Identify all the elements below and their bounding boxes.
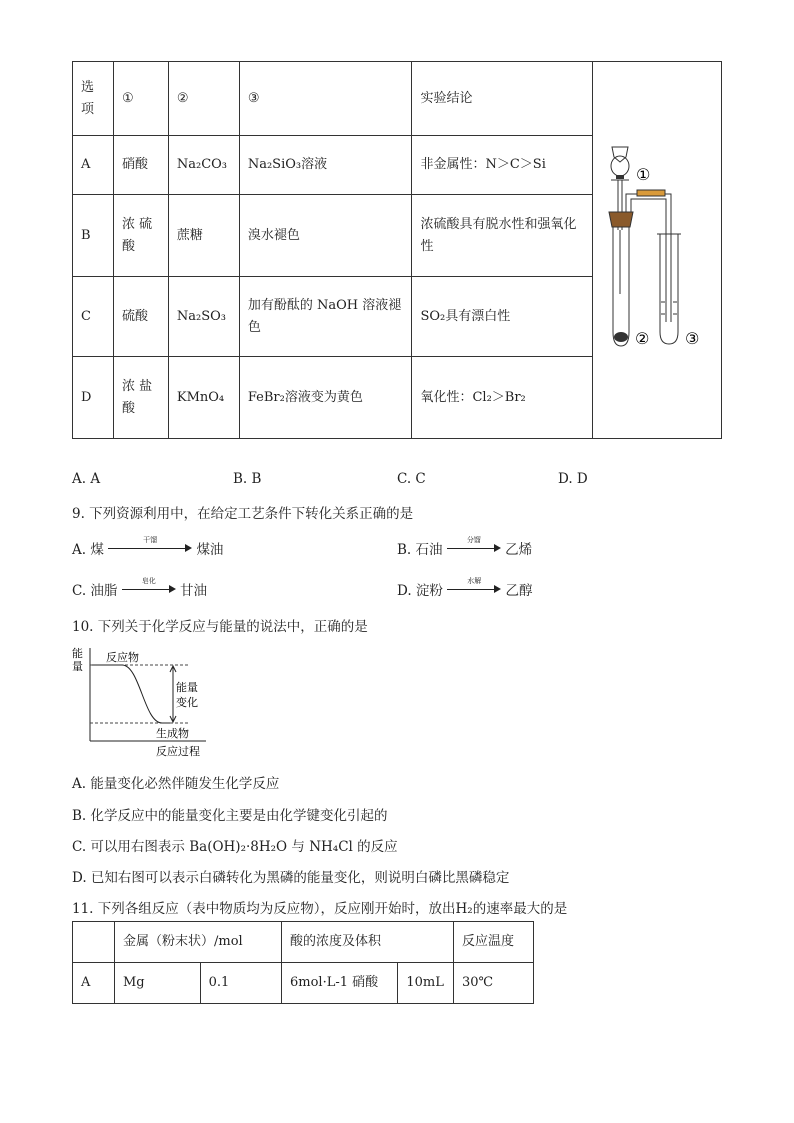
- header-metal: 金属（粉末状）/mol: [115, 922, 282, 963]
- option-start: B. 石油: [397, 542, 443, 558]
- q8-option-b: B. B: [233, 471, 262, 487]
- option-start: A. 煤: [72, 542, 104, 558]
- q10-option-d: D. 已知右图可以表示白磷转化为黑磷的能量变化，则说明白磷比黑磷稳定: [72, 870, 510, 886]
- q9-option-c: [72, 579, 207, 599]
- header-2: ②: [168, 62, 239, 136]
- option-product: 煤油: [196, 542, 224, 558]
- reaction-table: [72, 921, 534, 1004]
- label-2: ②: [634, 329, 650, 348]
- change-label-1: 能量: [176, 681, 198, 694]
- arrow-condition: 水解: [467, 577, 482, 585]
- cell-reagent-3: 溴水褪色: [239, 195, 412, 277]
- cell-conclusion: 浓硫酸具有脱水性和强氧化性: [412, 195, 593, 277]
- apparatus-cell: [592, 62, 721, 439]
- reactant-label: 反应物: [106, 651, 139, 664]
- cell-amount: 0.1: [200, 963, 281, 1004]
- header-1: ①: [113, 62, 168, 136]
- q8-option-c: C. C: [397, 471, 426, 487]
- header-option: 选 项: [73, 62, 114, 136]
- energy-diagram: [70, 645, 210, 760]
- header-empty: [73, 922, 115, 963]
- q10-option-b: B. 化学反应中的能量变化主要是由化学键变化引起的: [72, 808, 388, 824]
- option-product: 甘油: [180, 583, 208, 599]
- q9-option-a: [72, 538, 223, 558]
- arrow-condition: 干馏: [143, 536, 158, 544]
- cell-reagent-1: 硫酸: [113, 276, 168, 356]
- reaction-arrow: [108, 536, 192, 554]
- q10-stem: 10. 下列关于化学反应与能量的说法中，正确的是: [72, 619, 368, 635]
- reaction-arrow: [447, 577, 501, 595]
- cell-reagent-3: Na₂SiO₃溶液: [239, 136, 412, 195]
- reaction-arrow: [447, 536, 501, 554]
- cell-conclusion: 非金属性：N＞C＞Si: [412, 136, 593, 195]
- cell-conclusion: SO₂具有漂白性: [412, 276, 593, 356]
- y-axis-label-1: 能: [72, 647, 83, 660]
- arrow-condition: 皂化: [141, 577, 156, 585]
- label-3: ③: [684, 329, 700, 348]
- header-acid: 酸的浓度及体积: [282, 922, 454, 963]
- cell-temperature: 30℃: [454, 963, 534, 1004]
- arrow-condition: 分馏: [466, 536, 481, 544]
- apparatus-diagram: [593, 62, 721, 430]
- cell-conclusion: 氧化性：Cl₂＞Br₂: [412, 357, 593, 439]
- header-conclusion: 实验结论: [412, 62, 593, 136]
- cell-reagent-2: 蔗糖: [168, 195, 239, 277]
- option-start: D. 淀粉: [397, 583, 443, 599]
- experiment-table: [72, 61, 722, 439]
- cell-reagent-2: KMnO₄: [168, 357, 239, 439]
- reaction-arrow: [122, 577, 176, 595]
- q8-option-d: D. D: [558, 471, 588, 487]
- cell-reagent-1: 浓 硫 酸: [113, 195, 168, 277]
- product-label: 生成物: [156, 727, 189, 740]
- y-axis-label-2: 量: [72, 660, 83, 673]
- cell-reagent-2: Na₂CO₃: [168, 136, 239, 195]
- cell-reagent-2: Na₂SO₃: [168, 276, 239, 356]
- table-row: [73, 963, 534, 1004]
- cell-reagent-3: 加有酚酞的 NaOH 溶液褪色: [239, 276, 412, 356]
- cell-acid: 6mol·L-1 硝酸: [282, 963, 398, 1004]
- q8-option-a: A. A: [72, 471, 101, 487]
- row-option: C: [73, 276, 114, 356]
- cell-metal: Mg: [115, 963, 201, 1004]
- cell-reagent-3: FeBr₂溶液变为黄色: [239, 357, 412, 439]
- option-product: 乙烯: [505, 542, 533, 558]
- q10-option-a: A. 能量变化必然伴随发生化学反应: [72, 776, 280, 792]
- header-3: ③: [239, 62, 412, 136]
- header-temperature: 反应温度: [454, 922, 534, 963]
- option-product: 乙醇: [505, 583, 533, 599]
- q11-stem: 11. 下列各组反应（表中物质均为反应物），反应刚开始时，放出H₂的速率最大的是: [72, 901, 568, 917]
- row-option: A: [73, 136, 114, 195]
- row-option: B: [73, 195, 114, 277]
- cell-reagent-1: 浓 盐 酸: [113, 357, 168, 439]
- change-label-2: 变化: [176, 696, 198, 709]
- q10-option-c: C. 可以用右图表示 Ba(OH)₂·8H₂O 与 NH₄Cl 的反应: [72, 839, 398, 855]
- row-option: A: [73, 963, 115, 1004]
- q9-option-d: [397, 579, 533, 599]
- q9-option-b: [397, 538, 532, 558]
- cell-reagent-1: 硝酸: [113, 136, 168, 195]
- x-axis-label: 反应过程: [156, 745, 200, 758]
- cell-volume: 10mL: [398, 963, 454, 1004]
- option-start: C. 油脂: [72, 583, 118, 599]
- label-1: ①: [635, 165, 651, 184]
- row-option: D: [73, 357, 114, 439]
- q9-stem: 9. 下列资源利用中，在给定工艺条件下转化关系正确的是: [72, 506, 414, 522]
